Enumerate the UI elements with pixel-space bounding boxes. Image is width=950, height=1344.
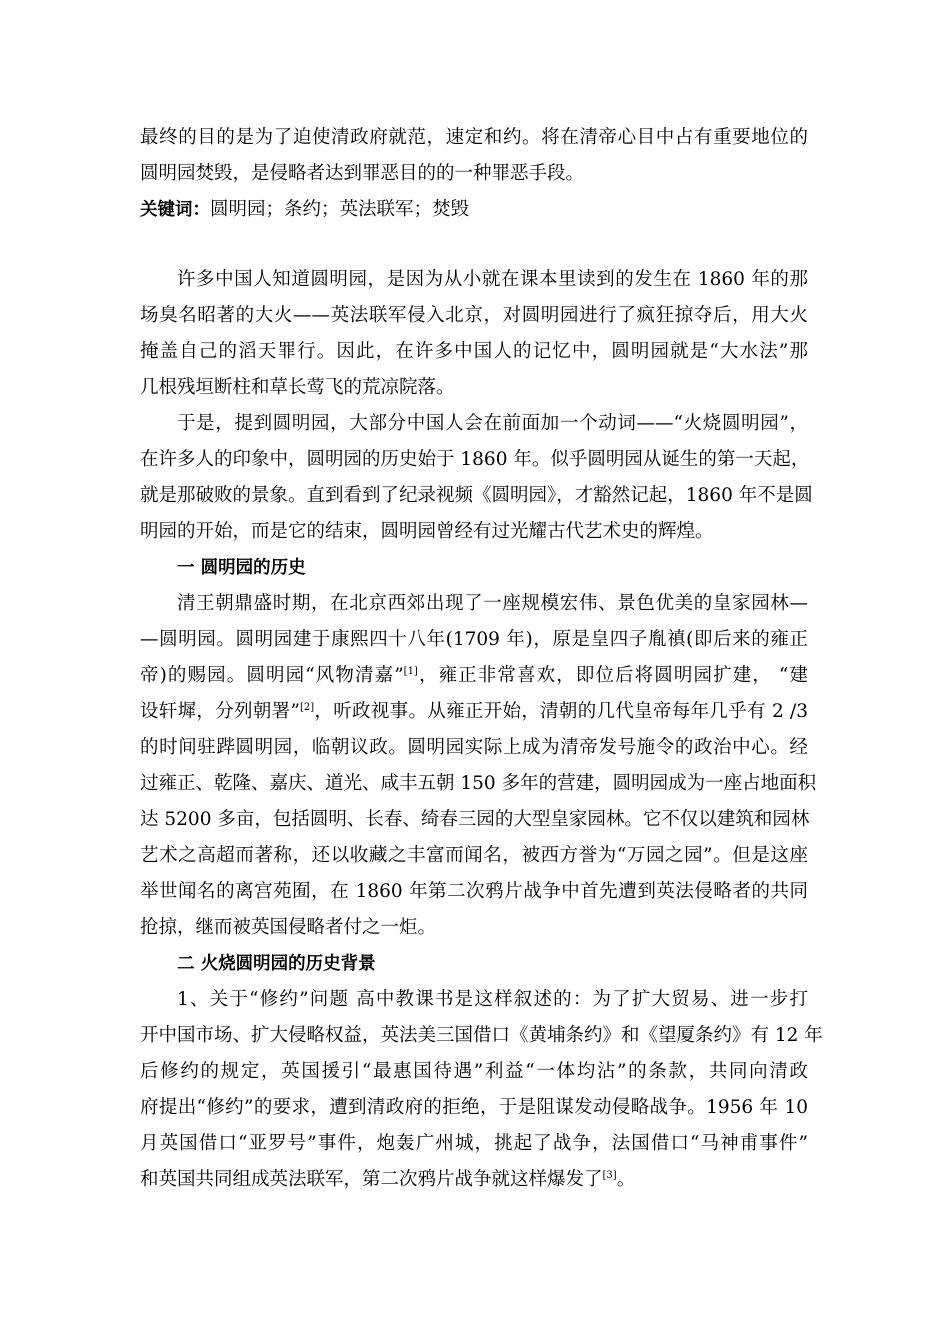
paragraph-gap [140,228,808,262]
text-line: 月英国借口“亚罗号”事件，炮轰广州城，挑起了战争，法国借口“马神甫事件” [140,1133,808,1154]
text-line [140,658,808,694]
text-segment: 帝)的赐园。圆明园“风物清嘉” [140,665,404,686]
text-segment: ，听政视事。从雍正开始，清朝的几代皇帝每年几乎有 2 /3 [314,701,808,722]
text-segment: 。 [616,1169,636,1190]
section-2-paragraph [140,982,823,1198]
section-2-heading: 二 火烧圆明园的历史背景 [177,954,376,974]
text-line: 艺术之高超而著称，还以收藏之丰富而闻名，被西方誉为“万园之园”。但是这座 [140,845,808,866]
document-page [140,120,823,1198]
intro-paragraph-1 [140,262,808,406]
text-line: 许多中国人知道圆明园，是因为从小就在课本里读到的发生在 1860 年的那 [177,269,808,290]
section-1-heading: 一 圆明园的历史 [177,558,306,578]
text-line: 明园的开始，而是它的结束，圆明园曾经有过光耀古代艺术史的辉煌。 [140,521,714,542]
abstract-line-1: 最终的目的是为了迫使清政府就范，速定和约。将在清帝心目中占有重要地位的 [140,127,808,148]
text-segment: 和英国共同组成英法联军，第二次鸦片战争就这样爆发了 [140,1169,603,1190]
text-line: 达 5200 多亩，包括圆明、长春、绮春三园的大型皇家园林。它不仅以建筑和园林 [140,809,810,830]
text-line: 后修约的规定，英国援引“最惠国待遇”利益“一体均沾”的条款，共同向清政 [140,1061,808,1082]
citation-ref-2: [2] [299,702,315,713]
abstract-line-2: 圆明园焚毁，是侵略者达到罪恶目的的一种罪恶手段。 [140,163,585,184]
keywords-text: 圆明园；条约；英法联军；焚毁 [210,199,470,220]
text-line: 举世闻名的离宫苑囿，在 1860 年第二次鸦片战争中首先遭到英法侵略者的共同 [140,881,808,902]
text-line [140,694,808,730]
citation-ref-3: [3] [602,1170,617,1181]
text-line [140,1162,808,1198]
text-line: 开中国市场、扩大侵略权益，英法美三国借口《黄埔条约》和《望厦条约》有 12 年 [140,1025,823,1046]
text-line: 的时间驻跸圆明园，临朝议政。圆明园实际上成为清帝发号施令的政治中心。经 [140,737,808,758]
text-line: 掩盖自己的滔天罪行。因此，在许多中国人的记忆中，圆明园就是“大水法”那 [140,341,808,362]
text-line: 就是那破败的景象。直到看到了纪录视频《圆明园》，才豁然记起，1860 年不是圆 [140,485,813,506]
citation-ref-1: [1] [403,666,418,677]
text-line: 1、关于“修约”问题 高中教课书是这样叙述的：为了扩大贸易、进一步打 [177,989,808,1010]
intro-paragraph-2 [140,406,813,550]
text-segment: ，雍正非常喜欢，即位后将圆明园扩建， “建 [417,665,808,686]
text-line: 几根残垣断柱和草长莺飞的荒凉院落。 [140,377,455,398]
text-line: 于是，提到圆明园，大部分中国人会在前面加一个动词——“火烧圆明园”， [177,413,808,434]
text-line: 府提出“修约”的要求，遭到清政府的拒绝，于是阻谋发动侵略战争。1956 年 10 [140,1097,808,1118]
keywords-label: 关键词： [140,200,210,220]
text-line: 抢掠，继而被英国侵略者付之一炬。 [140,917,437,938]
text-line: 过雍正、乾隆、嘉庆、道光、咸丰五朝 150 多年的营建，圆明园成为一座占地面积 [140,773,817,794]
text-line: 场臭名昭著的大火——英法联军侵入北京，对圆明园进行了疯狂掠夺后，用大火 [140,305,808,326]
text-line: 在许多人的印象中，圆明园的历史始于 1860 年。似乎圆明园从诞生的第一天起， [140,449,810,470]
keywords-line [140,192,808,228]
text-segment: 设轩墀，分列朝署” [140,701,300,722]
text-line: 清王朝鼎盛时期，在北京西郊出现了一座规模宏伟、景色优美的皇家园林— [177,593,808,614]
section-1-paragraph [140,586,817,946]
text-line: —圆明园。圆明园建于康熙四十八年(1709 年)，原是皇四子胤禛(即后来的雍正 [140,629,808,650]
